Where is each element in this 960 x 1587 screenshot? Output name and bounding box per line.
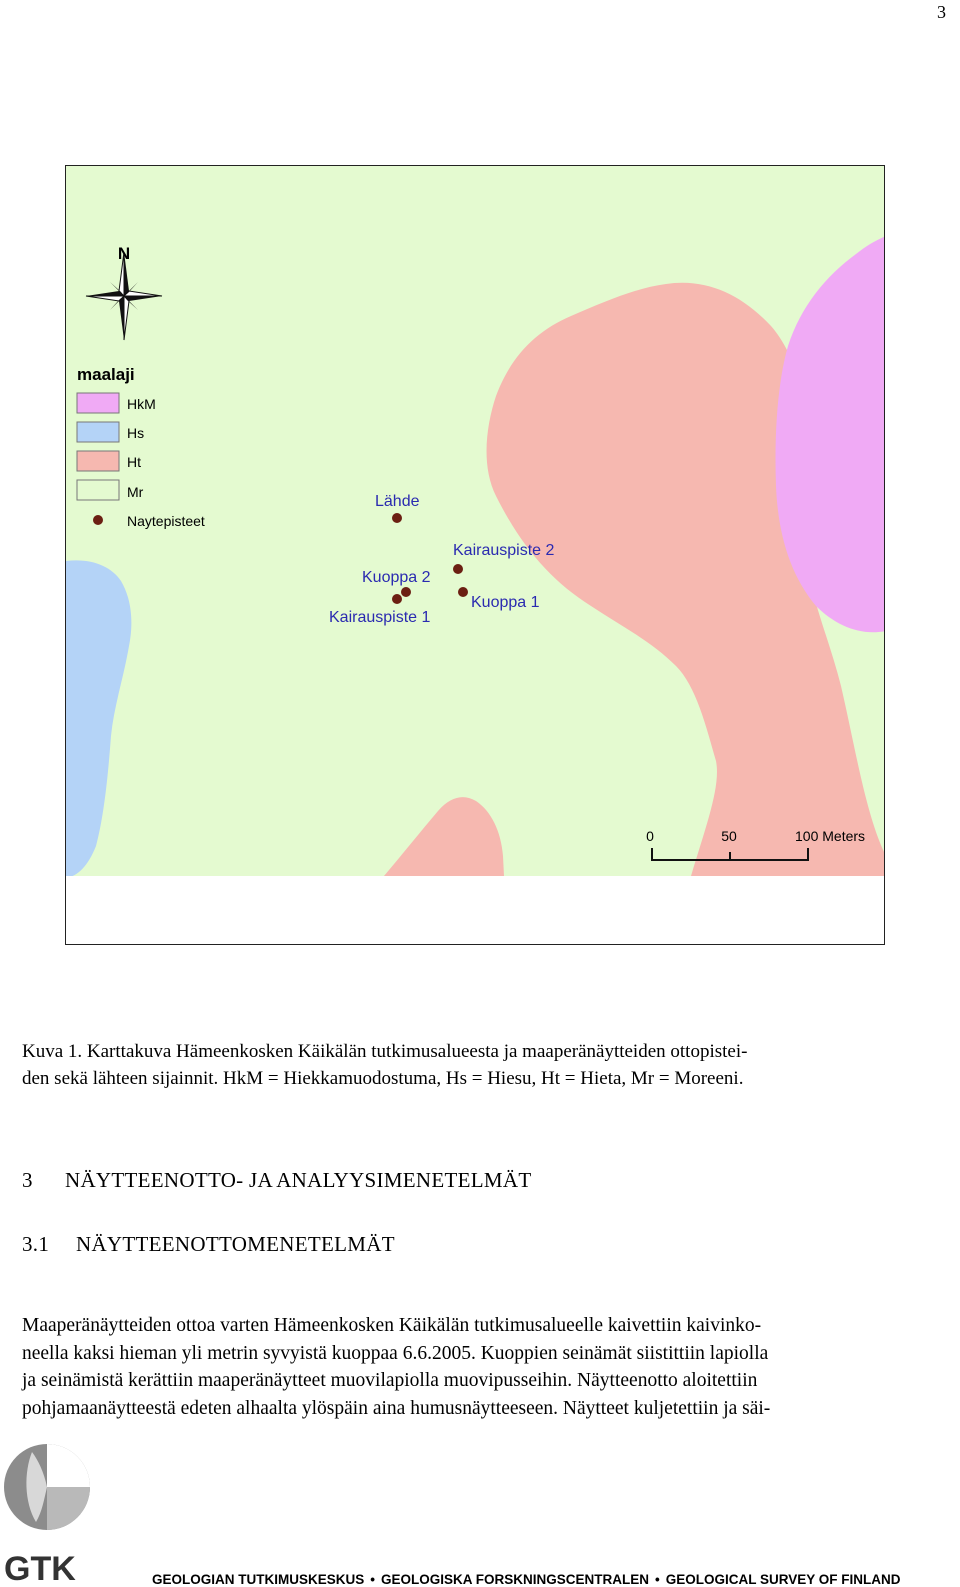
subsection-title: NÄYTTEENOTTOMENETELMÄT [76,1232,395,1256]
legend-swatch-mr [77,480,119,500]
paragraph-line-4: pohjamaanäytteestä edeten alhaalta ylöspäin aina humusnäytteeseen. Näytteet kuljetettiin ja säi- [22,1397,771,1419]
subsection-number: 3.1 [22,1232,50,1256]
section-number: 3 [22,1168,33,1192]
legend-label-ht: Ht [127,454,141,470]
page-number: 3 [937,2,946,22]
north-label: N [117,244,131,263]
scale-tick-0: 0 [646,828,654,844]
label-kuoppa-1: Kuoppa 1 [471,594,540,611]
legend-point-symbol [93,515,103,525]
legend-title: maalaji [77,365,135,384]
subsection-heading [22,1232,395,1257]
gtk-logo-icon [2,1442,98,1582]
point-kuoppa-2 [401,587,411,597]
separator-1: • [370,1572,375,1587]
label-lahde: Lähde [375,493,420,510]
map-canvas [66,166,885,945]
body-paragraph [22,1312,935,1422]
legend-label-hs: Hs [127,425,145,441]
label-kuoppa-2: Kuoppa 2 [362,569,431,586]
figure-caption [22,1038,937,1092]
legend-label-hkm: HkM [127,396,156,412]
legend-swatch-hkm [77,393,119,413]
org-name-sv: GEOLOGISKA FORSKNINGSCENTRALEN [381,1572,650,1587]
paragraph-line-3: ja seinämistä kerättiin maaperänäytteet muovilapiolla muovipusseihin. Näytteenotto aloitettiin [22,1370,758,1391]
gtk-logo [2,1442,98,1587]
footer-organizations [152,1572,901,1587]
org-name-fi: GEOLOGIAN TUTKIMUSKESKUS [152,1572,365,1587]
point-kuoppa-1 [458,587,468,597]
soil-map [65,165,885,945]
section-heading [22,1168,531,1193]
paragraph-line-1: Maaperänäytteiden ottoa varten Hämeenkosken Käikälän tutkimusalueelle kaivettiin kaivinko- [22,1315,762,1336]
caption-line-1: Kuva 1. Karttakuva Hämeenkosken Käikälän tutkimusalueesta ja maaperänäytteiden ottopistei- [22,1041,748,1062]
legend-swatch-ht [77,451,119,471]
separator-2: • [655,1572,660,1587]
legend-swatch-hs [77,422,119,442]
legend-label-mr: Mr [127,484,144,500]
point-lahde [392,513,402,523]
point-kairauspiste-1 [392,594,402,604]
legend-label-points: Naytepisteet [127,513,205,529]
scale-tick-100: 100 Meters [795,828,866,844]
paragraph-line-2: neella kaksi hieman yli metrin syvyistä kuoppaa 6.6.2005. Kuoppien seinämät siistittiin lapiolla [22,1342,769,1364]
label-kairauspiste-2: Kairauspiste 2 [453,542,555,559]
label-kairauspiste-1: Kairauspiste 1 [329,609,431,626]
point-kairauspiste-2 [453,564,463,574]
scale-tick-50: 50 [721,828,737,844]
gtk-logo-text: GTK [4,1550,76,1582]
org-name-en: GEOLOGICAL SURVEY OF FINLAND [665,1572,901,1587]
section-title: NÄYTTEENOTTO- JA ANALYYSIMENETELMÄT [65,1168,532,1192]
caption-line-2: den sekä lähteen sijainnit. HkM = Hiekkamuodostuma, Hs = Hiesu, Ht = Hieta, Mr = Moreeni. [22,1068,744,1089]
